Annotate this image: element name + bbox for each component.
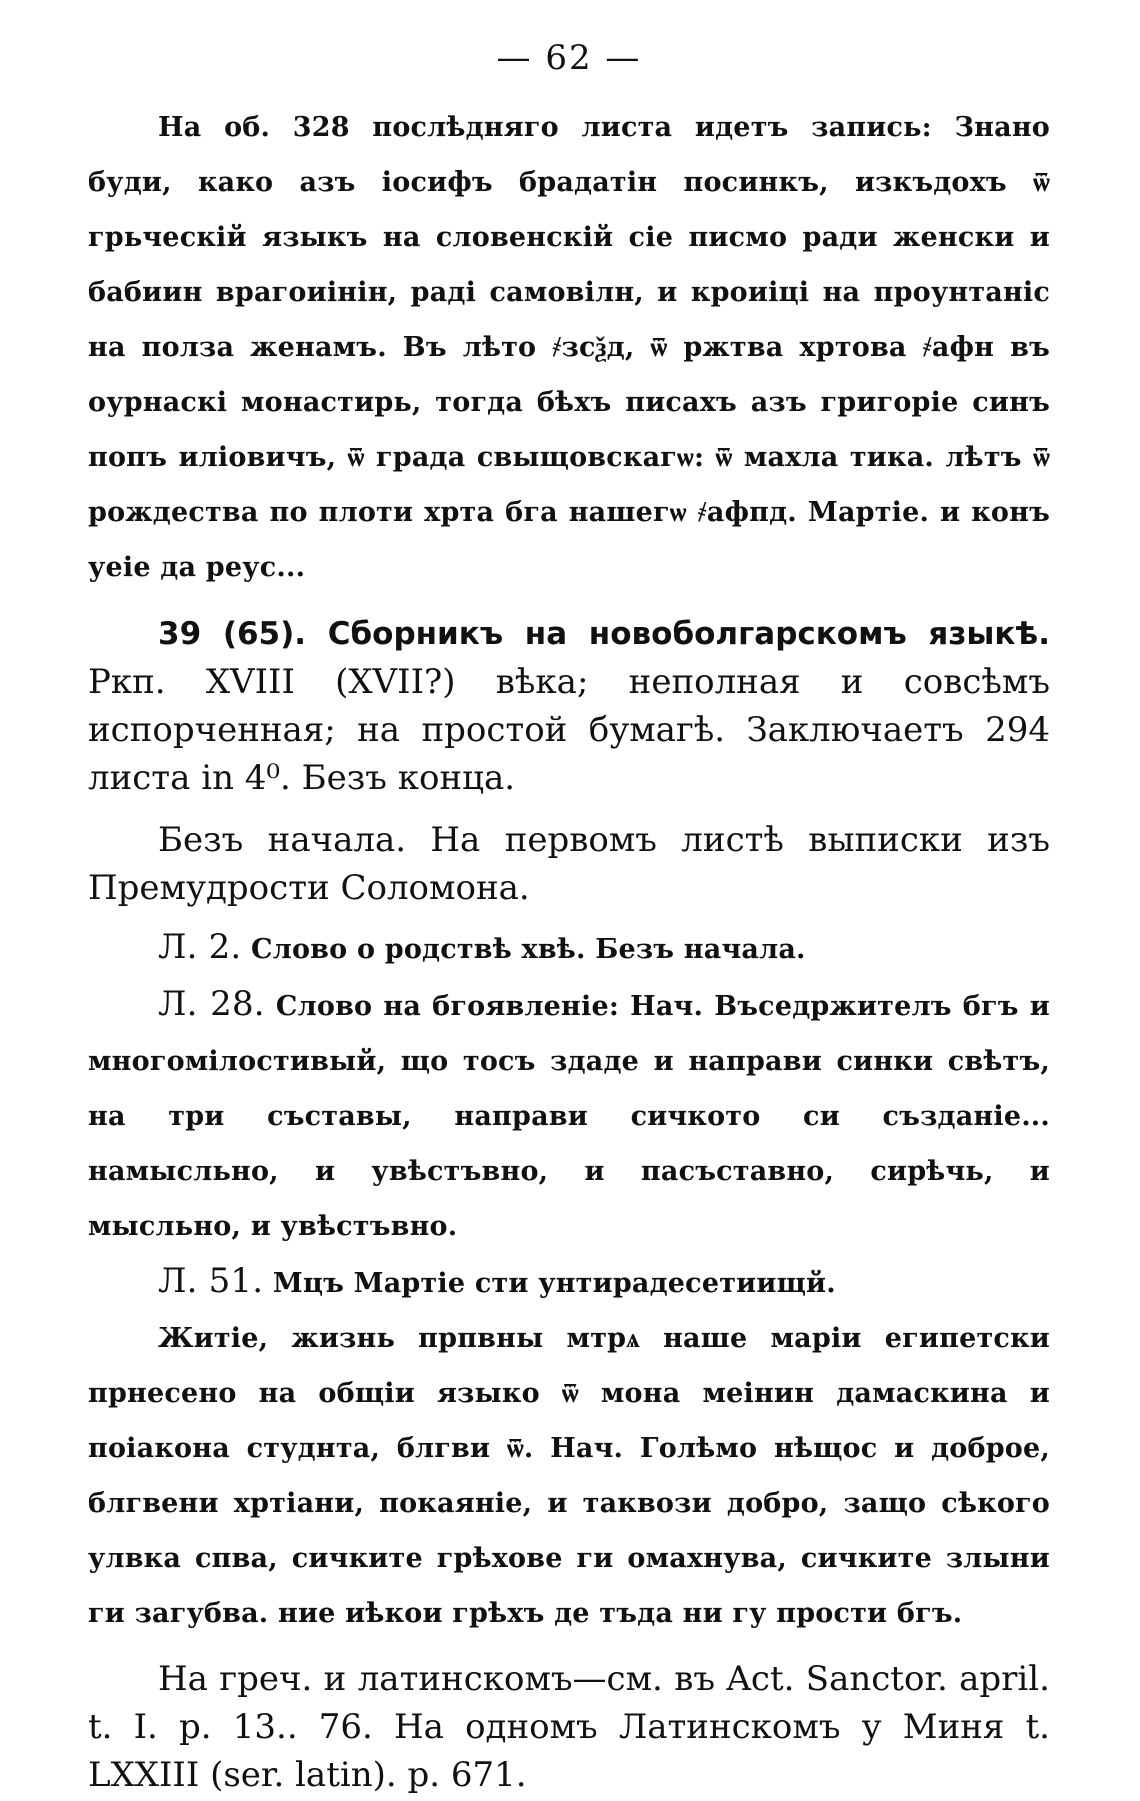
leaf-51-text: Мцъ Мартiе сти унтирадесетиищй. — [263, 1268, 836, 1299]
leaf-28-text: Слово на бгоявленiе: Нач. Въседржителъ бгъ и многомiлостивый, що тосъ здаде и направи синки свѣтъ, на три съставы, направи сичкото си създаніе... намысльно, и увѣстъвно, и пасъставно, сирѣчь, и мысльно, и увѣстъвно. — [88, 991, 1050, 1242]
inscription-text: На об. 328 послѣдняго листа идетъ запись: Знано буди, како азъ іосифъ брадатiн посинкъ, изкъдохъ ѿ грьческiй языкъ на словенскiй сiе писмо ради женски и бабиин врагоиiнiн, радi самовiлн, и кроиiцi на проунтаніс на полза женамъ. Въ лѣто ҂зсѯд, ѿ ржтва хртова ҂афн въ оурнаскi монастирь, тогда бѣхъ писахъ азъ григорiе синъ попъ иліовичъ, ѿ града свыщовскагѡ: ѿ махла тика. лѣтъ ѿ рождества по плоти хрта бга нашегѡ ҂афпд. Мартіе. и конъ уеiе да реус... — [88, 112, 1050, 583]
leaf-2-ref: Л. 2. — [158, 927, 242, 967]
paragraph-life-of-mary — [88, 1311, 1050, 1641]
beginning-text: Безъ начала. На первомъ листѣ выписки изъ Премудрости Соломона. — [88, 820, 1050, 908]
leaf-28-ref: Л. 28. — [158, 984, 265, 1024]
paragraph-references — [88, 1655, 1050, 1799]
entry-heading: 39 (65). Сборникъ на новоболгарскомъ языкѣ. — [158, 616, 1050, 652]
paragraph-leaf-2 — [88, 920, 1050, 977]
paragraph-leaf-28 — [88, 977, 1050, 1254]
paragraph-inscription — [88, 100, 1050, 595]
paragraph-entry-39 — [88, 609, 1050, 802]
references-text: На греч. и латинскомъ—см. въ Act. Sanctor. april. t. I. p. 13.. 76. На одномъ Латинскомъ у Миня t. LXXIII (ser. latin). p. 671. — [88, 1659, 1050, 1795]
paragraph-beginning — [88, 816, 1050, 912]
page-number: — 62 — — [496, 38, 642, 78]
leaf-2-text: Слово о родствѣ хвѣ. Безъ начала. — [241, 934, 806, 965]
leaf-51-ref: Л. 51. — [158, 1261, 264, 1301]
life-of-mary-text: Житіе, жизнь прпвны мтрѧ наше марiи египетски прнесено на общiи языко ѿ мона меiнин дамаскина и поiакона студнта, блгви ѿ. Нач. Голѣмо нѣщос и доброе, блгвени хртiани, покаяніе, и таквози добро, защо сѣкого улвка спва, сичките грѣхове ги омахнува, сичките злыни ги загубва. ние иѣкои грѣхъ де тъда ни гу прости бгъ. — [88, 1323, 1050, 1629]
paragraph-leaf-51 — [88, 1254, 1050, 1311]
entry-description: Ркп. XVIII (XVII?) вѣка; неполная и совсѣмъ испорченная; на простой бумагѣ. Заключаетъ 294 листа in 4⁰. Безъ конца. — [88, 662, 1050, 798]
document-page — [88, 38, 1050, 1799]
